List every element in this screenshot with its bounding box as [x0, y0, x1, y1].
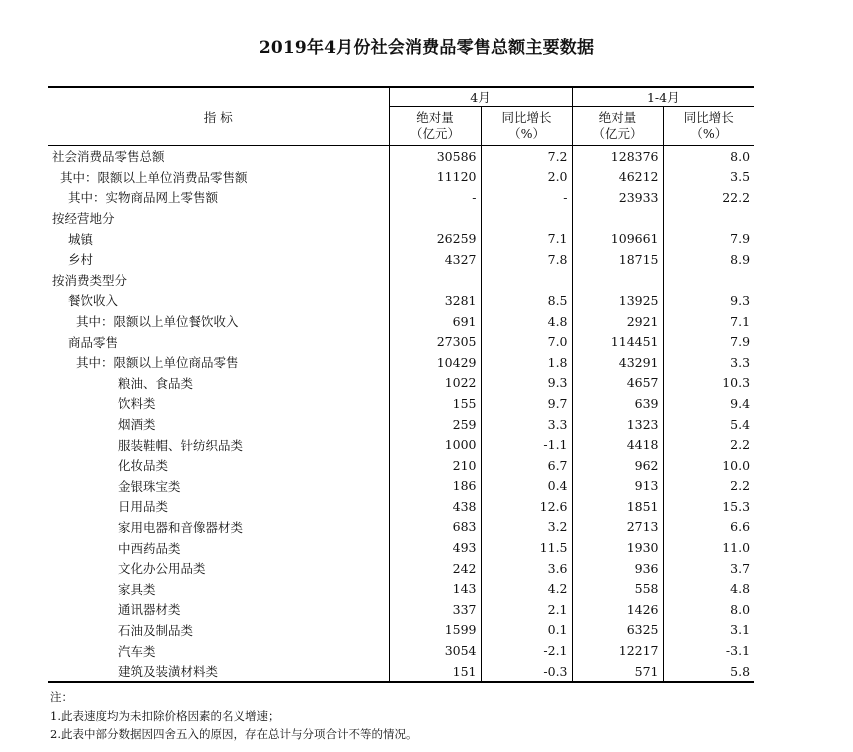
april-abs-value: 151 [389, 661, 481, 683]
footnotes [50, 688, 417, 744]
row-indicator-name: 通讯器材类 [118, 602, 181, 618]
row-indicator-name: 餐饮收入 [68, 293, 119, 309]
ytd-abs-value: 4657 [572, 373, 663, 394]
ytd-abs-value: 12217 [572, 640, 663, 661]
row-indicator-name: 家用电器和音像器材类 [118, 519, 244, 535]
row-indicator-name: 其中：限额以上单位消费品零售额 [60, 169, 248, 185]
ytd-abs-value: 46212 [572, 167, 663, 188]
april-abs-value: 11120 [389, 167, 481, 188]
ytd-yoy-value: 8.9 [663, 249, 754, 270]
ytd-yoy-value: 8.0 [663, 146, 754, 167]
april-abs-value: 683 [389, 517, 481, 538]
data-table-container [48, 86, 754, 683]
ytd-yoy-value: 10.0 [663, 455, 754, 476]
table-row [48, 373, 754, 394]
ytd-abs-value: 913 [572, 476, 663, 497]
ytd-yoy-value: 15.3 [663, 496, 754, 517]
ytd-yoy-value [663, 270, 754, 291]
april-abs-value: 155 [389, 393, 481, 414]
row-indicator-name: 其中：限额以上单位商品零售 [76, 355, 239, 371]
ytd-abs-value: 1851 [572, 496, 663, 517]
table-row [48, 414, 754, 435]
note-line-1: 1.此表速度均为未扣除价格因素的名义增速； [50, 708, 280, 723]
ytd-yoy-value: 3.1 [663, 620, 754, 641]
table-row [48, 661, 754, 683]
table-row [48, 270, 754, 291]
table-row [48, 537, 754, 558]
table-row [48, 620, 754, 641]
table-row [48, 476, 754, 497]
ytd-yoy-value: 2.2 [663, 476, 754, 497]
row-indicator-name: 服装鞋帽、针纺织品类 [118, 437, 244, 453]
april-abs-value: 30586 [389, 146, 481, 167]
april-yoy-value: 2.0 [481, 167, 572, 188]
row-indicator-name: 社会消费品零售总额 [52, 149, 165, 165]
abs-unit: （亿元） [592, 126, 643, 141]
april-abs-value [389, 270, 481, 291]
table-row [48, 599, 754, 620]
april-yoy-value: 4.8 [481, 311, 572, 332]
april-abs-value: 27305 [389, 331, 481, 352]
row-indicator-name: 按消费类型分 [52, 272, 128, 288]
april-abs-value: 10429 [389, 352, 481, 373]
row-indicator-name: 化妆品类 [118, 458, 169, 474]
ytd-yoy-value: 5.4 [663, 414, 754, 435]
row-indicator-name: 金银珠宝类 [118, 478, 181, 494]
april-yoy-value: 6.7 [481, 455, 572, 476]
note-line-2: 2.此表中部分数据因四舍五入的原因，存在总计与分项合计不等的情况。 [50, 727, 418, 741]
ytd-abs-value: 2921 [572, 311, 663, 332]
april-yoy-value [481, 270, 572, 291]
april-abs-value: 3054 [389, 640, 481, 661]
ytd-yoy-header [663, 107, 754, 146]
ytd-abs-value: 114451 [572, 331, 663, 352]
ytd-abs-value: 13925 [572, 290, 663, 311]
row-indicator-name: 其中：限额以上单位餐饮收入 [76, 314, 239, 330]
yoy-unit: （%） [690, 126, 728, 141]
april-yoy-value: 11.5 [481, 537, 572, 558]
table-row [48, 249, 754, 270]
row-indicator-name: 家具类 [118, 581, 156, 597]
april-abs-value: 691 [389, 311, 481, 332]
ytd-yoy-value: 5.8 [663, 661, 754, 683]
period-jan-apr-header: 1-4月 [572, 87, 754, 107]
ytd-yoy-value: 7.9 [663, 228, 754, 249]
abs-label: 绝对量 [416, 110, 454, 125]
april-yoy-value: 1.8 [481, 352, 572, 373]
ytd-yoy-value: 3.3 [663, 352, 754, 373]
row-indicator-name: 文化办公用品类 [118, 561, 206, 577]
ytd-yoy-value: 9.3 [663, 290, 754, 311]
table-row [48, 517, 754, 538]
row-indicator-name: 饮料类 [118, 396, 156, 412]
april-abs-value: 143 [389, 578, 481, 599]
table-row [48, 311, 754, 332]
table-row [48, 558, 754, 579]
yoy-unit: （%） [508, 126, 545, 141]
table-row [48, 146, 754, 167]
table-row [48, 290, 754, 311]
table-row [48, 434, 754, 455]
april-yoy-value: 7.1 [481, 228, 572, 249]
april-abs-value: 337 [389, 599, 481, 620]
row-indicator-name: 汽车类 [118, 643, 156, 659]
april-yoy-value: 3.6 [481, 558, 572, 579]
table-row [48, 167, 754, 188]
row-indicator-name: 按经营地分 [52, 211, 115, 227]
table-row [48, 640, 754, 661]
april-yoy-value: 8.5 [481, 290, 572, 311]
table-row [48, 228, 754, 249]
april-yoy-value: 0.1 [481, 620, 572, 641]
abs-label: 绝对量 [598, 110, 637, 125]
april-yoy-value: 9.3 [481, 373, 572, 394]
april-yoy-value: 3.3 [481, 414, 572, 435]
ytd-yoy-value: 9.4 [663, 393, 754, 414]
ytd-abs-value: 1323 [572, 414, 663, 435]
table-row [48, 393, 754, 414]
row-indicator-name: 中西药品类 [118, 540, 181, 556]
april-abs-value: 259 [389, 414, 481, 435]
notes-label: 注： [50, 690, 73, 704]
april-yoy-value: -0.3 [481, 661, 572, 683]
ytd-yoy-value: 3.7 [663, 558, 754, 579]
april-yoy-value: 7.0 [481, 331, 572, 352]
ytd-yoy-value: 10.3 [663, 373, 754, 394]
ytd-yoy-value: 6.6 [663, 517, 754, 538]
april-abs-value: 186 [389, 476, 481, 497]
ytd-abs-value: 23933 [572, 187, 663, 208]
page-title: 2019年4月份社会消费品零售总额主要数据 [258, 38, 595, 58]
ytd-abs-value: 43291 [572, 352, 663, 373]
april-yoy-value: 2.1 [481, 599, 572, 620]
ytd-abs-value: 4418 [572, 434, 663, 455]
april-abs-value: 1599 [389, 620, 481, 641]
row-indicator-name: 粮油、食品类 [118, 375, 194, 391]
april-abs-value: 210 [389, 455, 481, 476]
table-row [48, 208, 754, 229]
april-abs-value: 438 [389, 496, 481, 517]
yoy-label: 同比增长 [683, 110, 734, 125]
abs-unit: （亿元） [409, 126, 460, 141]
row-indicator-name: 其中：实物商品网上零售额 [68, 190, 219, 206]
april-abs-value: 242 [389, 558, 481, 579]
ytd-abs-value: 558 [572, 578, 663, 599]
april-abs-value: 1000 [389, 434, 481, 455]
april-yoy-value: 3.2 [481, 517, 572, 538]
april-yoy-value: 4.2 [481, 578, 572, 599]
ytd-yoy-value: 7.1 [663, 311, 754, 332]
table-row [48, 455, 754, 476]
ytd-yoy-value: 3.5 [663, 167, 754, 188]
ytd-abs-value: 2713 [572, 517, 663, 538]
april-yoy-value: 7.8 [481, 249, 572, 270]
row-indicator-name: 日用品类 [118, 499, 169, 515]
ytd-yoy-value: -3.1 [663, 640, 754, 661]
ytd-abs-value [572, 208, 663, 229]
april-abs-value: 1022 [389, 373, 481, 394]
row-indicator-name: 乡村 [68, 252, 94, 268]
ytd-yoy-value: 11.0 [663, 537, 754, 558]
row-indicator-name: 城镇 [68, 231, 94, 247]
ytd-abs-value: 1426 [572, 599, 663, 620]
april-abs-value: 4327 [389, 249, 481, 270]
april-yoy-value: 9.7 [481, 393, 572, 414]
ytd-abs-value: 571 [572, 661, 663, 683]
april-yoy-header [481, 107, 572, 146]
indicator-header-label: 指 标 [203, 109, 233, 125]
ytd-abs-value: 936 [572, 558, 663, 579]
april-yoy-value: - [481, 187, 572, 208]
row-indicator-name: 建筑及装潢材料类 [118, 664, 219, 680]
april-yoy-value: 7.2 [481, 146, 572, 167]
table-row [48, 187, 754, 208]
ytd-yoy-value: 7.9 [663, 331, 754, 352]
ytd-yoy-value: 4.8 [663, 578, 754, 599]
ytd-abs-value: 1930 [572, 537, 663, 558]
ytd-abs-value: 639 [572, 393, 663, 414]
table-row [48, 496, 754, 517]
ytd-abs-value: 109661 [572, 228, 663, 249]
ytd-abs-value: 18715 [572, 249, 663, 270]
ytd-abs-value: 128376 [572, 146, 663, 167]
ytd-yoy-value: 22.2 [663, 187, 754, 208]
yoy-label: 同比增长 [501, 110, 552, 125]
april-abs-value [389, 208, 481, 229]
ytd-yoy-value: 8.0 [663, 599, 754, 620]
april-abs-value: 493 [389, 537, 481, 558]
april-abs-header [389, 107, 481, 146]
retail-sales-table [48, 86, 754, 683]
ytd-abs-value [572, 270, 663, 291]
april-abs-value: 3281 [389, 290, 481, 311]
ytd-yoy-value [663, 208, 754, 229]
ytd-abs-value: 962 [572, 455, 663, 476]
table-row [48, 331, 754, 352]
ytd-yoy-value: 2.2 [663, 434, 754, 455]
april-abs-value: - [389, 187, 481, 208]
period-april-header: 4月 [389, 87, 572, 107]
row-indicator-name: 烟酒类 [118, 417, 156, 433]
table-row [48, 578, 754, 599]
ytd-abs-header [572, 107, 663, 146]
april-yoy-value: -1.1 [481, 434, 572, 455]
april-yoy-value: -2.1 [481, 640, 572, 661]
ytd-abs-value: 6325 [572, 620, 663, 641]
table-body [48, 146, 754, 683]
april-abs-value: 26259 [389, 228, 481, 249]
row-indicator-name: 石油及制品类 [118, 622, 194, 638]
indicator-header [48, 87, 389, 146]
table-row [48, 352, 754, 373]
row-indicator-name: 商品零售 [68, 334, 119, 350]
april-yoy-value [481, 208, 572, 229]
april-yoy-value: 12.6 [481, 496, 572, 517]
april-yoy-value: 0.4 [481, 476, 572, 497]
